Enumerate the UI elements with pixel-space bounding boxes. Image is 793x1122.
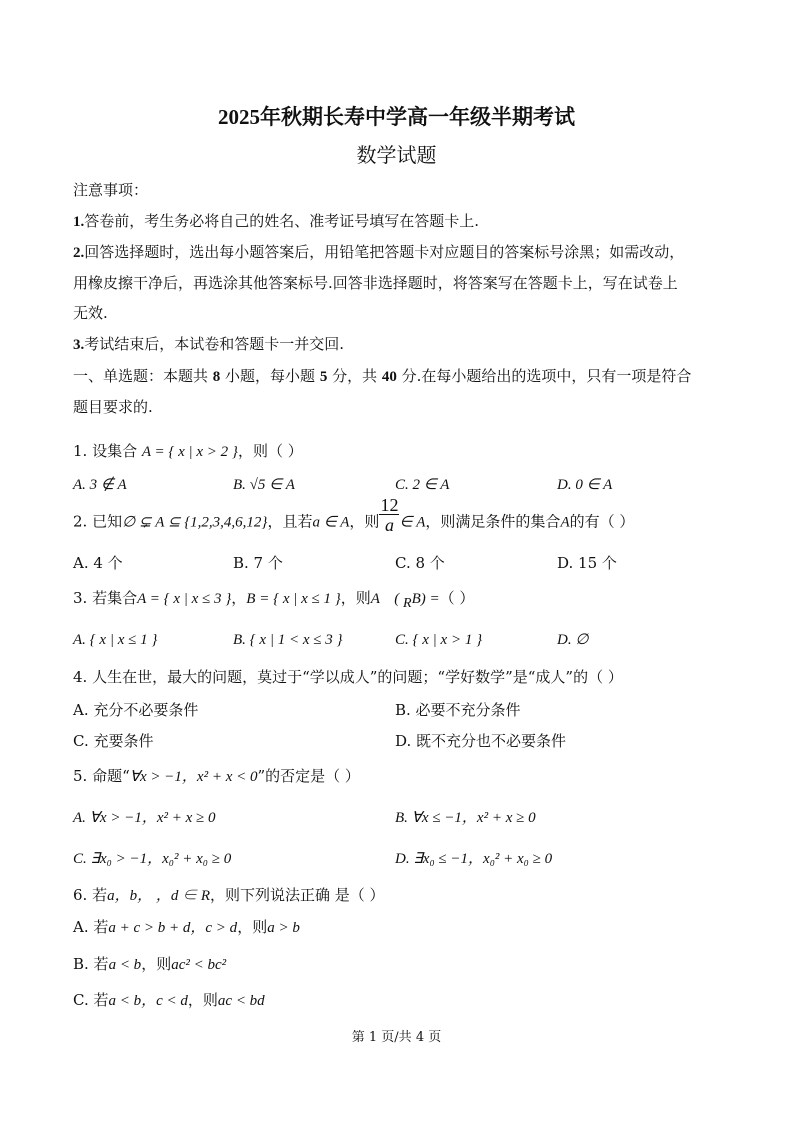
notes-heading: 注意事项： — [73, 181, 149, 199]
q4-option-d: D. 既不充分也不必要条件 — [395, 732, 567, 750]
q2-condition-2: a ∈ A — [312, 514, 350, 531]
section-1-text-b: 小题，每小题 — [220, 367, 320, 385]
q5-suffix: ”的否定是（ ） — [257, 767, 360, 785]
q3-set-b: B = { x | x ≤ 1 } — [246, 591, 341, 607]
q2-option-d: D. 15 个 — [557, 554, 617, 572]
q5-prefix: 5. 命题“ — [73, 767, 130, 785]
note-3 — [73, 334, 344, 355]
q6-option-c-expr: a < b，c < d — [108, 993, 188, 1009]
q3-set-a: A = { x | x ≤ 3 } — [137, 591, 232, 607]
note-3-number: 3. — [73, 337, 85, 353]
q6-option-b — [73, 954, 226, 975]
q6-option-a — [73, 917, 300, 938]
note-1-text: 答卷前，考生务必将自己的姓名、准考证号填写在答题卡上. — [84, 212, 480, 230]
q3-expr-a: A — [370, 591, 380, 607]
q1-set: A = { x | x > 2 } — [141, 444, 238, 460]
section-1-text-c: 分，共 — [327, 367, 382, 385]
q1-option-a: A. 3 ∉ A — [73, 477, 127, 493]
section-1-heading-line-2: 题目要求的. — [73, 398, 153, 416]
q1-option-b: B. √5 ∈ A — [233, 477, 295, 493]
q5-option-b: B. ∀x ≤ −1，x² + x ≥ 0 — [395, 810, 536, 826]
question-4: 4. 人生在世，最大的问题，莫过于“学以成人”的问题；“学好数学”是“成人”的（ ） — [73, 668, 623, 686]
q6-prefix: 6. 若 — [73, 886, 108, 904]
q6-option-a-then: ，则 — [237, 918, 268, 936]
q3-option-b: B. { x | 1 < x ≤ 3 } — [233, 632, 343, 648]
q6-option-c-label: C. 若 — [73, 991, 109, 1009]
q1-prefix: 1. 设集合 — [73, 442, 142, 460]
q2-prefix: 2. 已知 — [73, 512, 123, 531]
q6-option-b-result: ac² < bc² — [171, 957, 227, 973]
q6-option-c-result: ac < bd — [217, 993, 265, 1009]
q3-expr-paren: ( — [394, 591, 403, 607]
note-1-number: 1. — [73, 214, 85, 230]
q3-option-c: C. { x | x > 1 } — [395, 632, 483, 648]
q5-option-d: D. ∃x₀ ≤ −1，x₀² + x₀ ≥ 0 — [395, 851, 553, 867]
note-2-line-3: 无效. — [73, 304, 108, 322]
note-3-text: 考试结束后，本试卷和答题卡一并交回. — [84, 335, 345, 353]
q3-expr-subscript: R — [403, 596, 412, 611]
question-2 — [73, 495, 635, 535]
q6-suffix: ，则下列说法正确 是（ ） — [210, 886, 385, 904]
q2-mid: ，且若 — [267, 512, 313, 531]
q3-prefix: 3. 若集合 — [73, 589, 138, 607]
question-6 — [73, 885, 385, 906]
q5-option-a: A. ∀x > −1，x² + x ≥ 0 — [73, 810, 216, 826]
q3-option-d: D. ∅ — [557, 632, 589, 648]
q2-variable: A — [560, 514, 570, 531]
exam-subtitle: 数学试题 — [356, 145, 437, 167]
q6-option-b-expr: a < b — [108, 957, 142, 973]
q2-mid-2: ，则 — [349, 512, 380, 531]
question-1 — [73, 441, 303, 462]
q5-option-c: C. ∃x₀ > −1，x₀² + x₀ ≥ 0 — [73, 851, 232, 867]
note-2-line-1: 回答选择题时，选出每小题答案后，用铅笔把答题卡对应题目的答案标号涂黑；如需改动， — [84, 243, 685, 261]
q2-condition: ∅ ⊊ A ⊆ {1,2,3,4,6,12} — [122, 514, 268, 531]
q1-option-c: C. 2 ∈ A — [395, 477, 450, 493]
q3-mid: ，则 — [340, 589, 371, 607]
page-number: 第 1 页/共 4 页 — [351, 1030, 442, 1045]
q6-option-c-then: ，则 — [187, 991, 218, 1009]
q6-option-b-label: B. 若 — [73, 955, 109, 973]
q2-option-b: B. 7 个 — [233, 554, 283, 572]
q1-option-d: D. 0 ∈ A — [557, 477, 613, 493]
q1-suffix: ，则（ ） — [237, 442, 303, 460]
q2-suffix: ，则满足条件的集合 — [425, 512, 561, 531]
q3-option-a: A. { x | x ≤ 1 } — [73, 632, 158, 648]
section-1-heading — [73, 366, 691, 387]
q3-expr-c: B) = — [411, 591, 440, 607]
note-2 — [73, 242, 684, 263]
q2-fraction-numerator: 12 — [380, 495, 399, 515]
q2-option-a: A. 4 个 — [73, 554, 123, 572]
q6-option-a-label: A. 若 — [73, 918, 109, 936]
q4-option-b: B. 必要不充分条件 — [395, 701, 521, 719]
question-3 — [73, 588, 474, 614]
section-1-count: 8 — [212, 369, 221, 385]
q2-option-c: C. 8 个 — [395, 554, 445, 572]
q2-fraction-denominator: a — [384, 515, 394, 535]
q6-option-a-result: a > b — [267, 920, 300, 936]
q6-option-a-expr: a + c > b + d，c > d — [108, 920, 238, 936]
question-5 — [73, 766, 360, 787]
q6-variables: a，b， ，d ∈ R — [107, 888, 211, 904]
exam-title: 2025年秋期长寿中学高一年级半期考试 — [218, 105, 575, 129]
q2-suffix-2: 的有（ ） — [569, 512, 635, 531]
note-2-number: 2. — [73, 245, 85, 261]
q3-separator: ， — [231, 589, 247, 607]
q6-option-b-then: ，则 — [141, 955, 172, 973]
q2-condition-3: ∈ A — [399, 514, 426, 531]
section-1-total: 40 — [381, 369, 397, 385]
q5-proposition: ∀x > −1，x² + x < 0 — [129, 769, 258, 785]
q3-suffix: （ ） — [439, 589, 475, 607]
section-1-text-d: 分.在每小题给出的选项中，只有一项是符合 — [396, 367, 692, 385]
q4-option-c: C. 充要条件 — [73, 732, 154, 750]
q4-option-a: A. 充分不必要条件 — [73, 701, 199, 719]
note-2-line-2: 用橡皮擦干净后，再选涂其他答案标号.回答非选择题时，将答案写在答题卡上，写在试卷上 — [73, 274, 678, 292]
section-1-text-a: 一、单选题：本题共 — [73, 367, 213, 385]
section-1-score: 5 — [319, 369, 328, 385]
note-1 — [73, 211, 479, 232]
q6-option-c — [73, 990, 265, 1011]
q2-fraction — [379, 496, 399, 535]
